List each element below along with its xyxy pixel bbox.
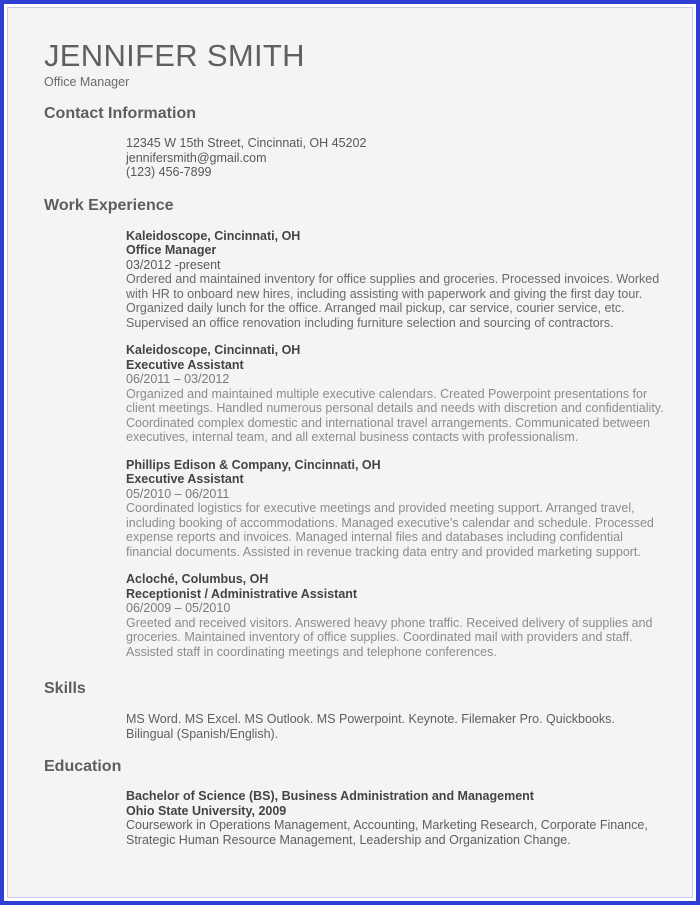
contact-phone: (123) 456-7899 [126, 165, 212, 179]
job-dates: 03/2012 -present [126, 257, 221, 272]
job-description: Ordered and maintained inventory for office supplies and groceries. Processed invoices. Worked with HR to onboard new hires, including assisting with paperwork and giving the first day tour. Organized daily lunch for the office. Arranged mail pickup, car service, courier service, etc. Supervised an office renovation including furniture selection and sourcing of contractors. [126, 272, 660, 330]
job-title: Executive Assistant [126, 357, 244, 372]
job-dates: 06/2009 – 05/2010 [126, 601, 231, 615]
resume-document [44, 38, 664, 847]
education-coursework: Coursework in Operations Management, Accounting, Marketing Research, Corporate Finance, Strategic Human Resource Management, Leadership and Organization Change. [126, 818, 648, 847]
contact-email: jennifersmith@gmail.com [126, 150, 267, 165]
job-title: Office Manager [126, 243, 217, 257]
contact-address: 12345 W 15th Street, Cincinnati, OH 45202 [126, 136, 367, 150]
contact-section [126, 136, 664, 180]
job-entry [126, 572, 664, 659]
education-heading: Education [44, 758, 122, 775]
contact-heading: Contact Information [44, 105, 196, 122]
experience-heading: Work Experience [44, 196, 174, 214]
job-description: Coordinated logistics for executive meetings and provided meeting support. Arranged travel, including booking of accommodations. Managed executive’s calendar and schedule. Processed expense reports and invoices. Managed internal files and databases including confidential financial documents. Assisted in revenue tracking data entry and provided marketing support. [126, 501, 654, 559]
job-entry [126, 458, 664, 560]
job-dates: 05/2010 – 06/2011 [126, 486, 230, 501]
resume-name: JENNIFER SMITH [44, 38, 305, 73]
education-school: Ohio State University, 2009 [126, 803, 287, 818]
job-description: Organized and maintained multiple executive calendars. Created Powerpoint presentations for client meetings. Handled numerous personal details and needs with discretion and confidentiality. Coordinated complex domestic and international travel arrangements. Communicated between executives, internal team, and all external business contacts with professionalism. [126, 386, 664, 444]
job-dates: 06/2011 – 03/2012 [126, 372, 230, 386]
experience-section [126, 229, 664, 660]
job-company: Kaleidoscope, Cincinnati, OH [126, 343, 301, 357]
job-title: Receptionist / Administrative Assistant [126, 586, 358, 601]
job-company: Kaleidoscope, Cincinnati, OH [126, 228, 301, 243]
job-title: Executive Assistant [126, 472, 244, 486]
job-company: Acloché, Columbus, OH [126, 572, 269, 586]
job-company: Phillips Edison & Company, Cincinnati, OH [126, 457, 381, 472]
job-description: Greeted and received visitors. Answered heavy phone traffic. Received delivery of supplies and groceries. Maintained inventory of office supplies. Coordinated mail with providers and staff. Assisted staff in coordinating meetings and telephone conferences. [126, 615, 653, 659]
job-entry [126, 343, 664, 445]
job-entry [126, 229, 664, 331]
skills-heading: Skills [44, 680, 86, 697]
resume-role: Office Manager [44, 75, 130, 89]
education-section [126, 789, 664, 847]
skills-list: MS Word. MS Excel. MS Outlook. MS Powerpoint. Keynote. Filemaker Pro. Quickbooks. Bilingual (Spanish/English). [126, 712, 615, 741]
skills-section [126, 712, 664, 741]
education-degree: Bachelor of Science (BS), Business Administration and Management [126, 789, 534, 803]
